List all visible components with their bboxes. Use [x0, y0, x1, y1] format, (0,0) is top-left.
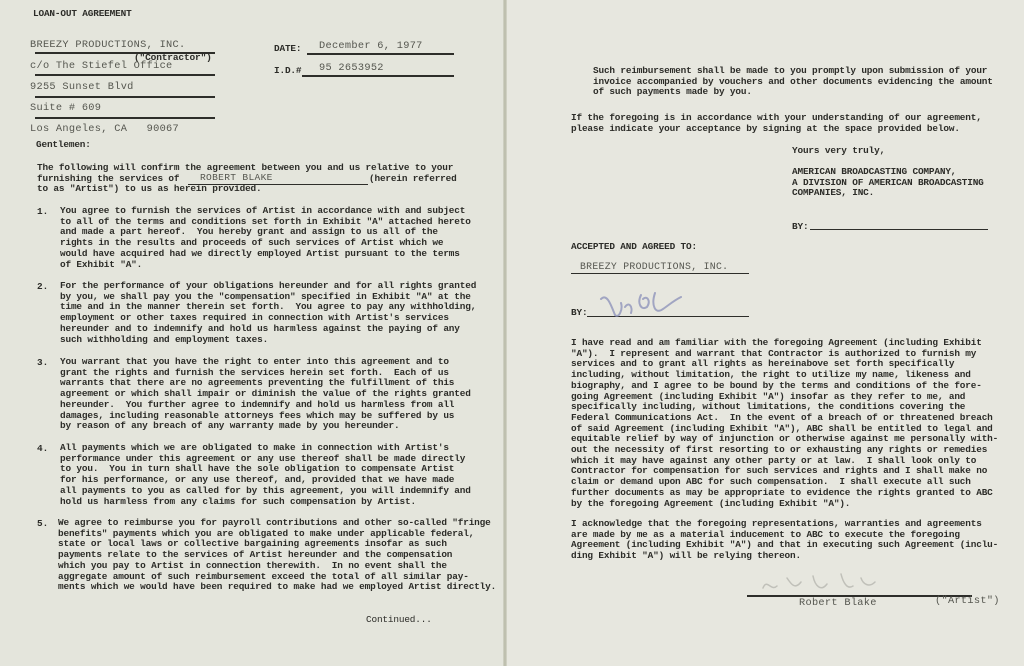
address-2-rule: [35, 96, 215, 98]
artist-statement-line: "A"). I represent and warrant that Contractor is authorized to furnish my: [571, 347, 977, 359]
contractor-address-3: Suite # 609: [30, 102, 102, 114]
reimbursement-paragraph: [593, 66, 993, 98]
intro-line-2b: (herein referred: [369, 173, 457, 184]
artist-statement-line: Federal Communications Act. In the event of a breach of or threatened breach: [571, 411, 993, 423]
artist-statement-line: equitable relief by way of injunction or otherwise against me personally with-: [571, 433, 999, 445]
artist-signature-icon: [757, 568, 887, 598]
contractor-role-label: ("Contractor"): [134, 52, 212, 63]
accepted-company-rule: [571, 273, 749, 274]
clause-5-line: which you pay to Artist in connection therewith. In no event shall the: [58, 559, 447, 571]
clause-4-line: to you. You in turn shall have the sole obligation to compensate Artist: [60, 463, 455, 475]
acceptance-paragraph: [571, 113, 982, 134]
clause-3-line: agreement or which shall impair or diminish the value of the rights granted: [60, 388, 471, 400]
id-value: 95 2653952: [319, 62, 384, 74]
clause-5-line: We agree to reimburse you for payroll contributions and other so-called "fringe: [58, 517, 491, 528]
abc-by-label: BY:: [792, 221, 809, 232]
artist-role-label: ("Artist"): [935, 595, 1000, 607]
contractor-address-2: 9255 Sunset Blvd: [30, 81, 134, 93]
contractor-city: Los Angeles, CA 90067: [30, 123, 180, 135]
clause-4-line: all payments to you as called for by this agreement, you will indemnify and: [60, 484, 471, 496]
clause-1-line: of Exhibit "A".: [60, 258, 143, 270]
clause-5: [58, 518, 496, 593]
clause-2-line: For the performance of your obligations hereunder and for all rights granted: [60, 280, 477, 291]
artist-statement-line: going Agreement (including Exhibit "A") insofar as they refer to me, and: [571, 390, 966, 402]
clause-3-line: warrants that there are no agreements preventing the fulfillment of this: [60, 377, 455, 389]
clause-1-line: would have acquired had we directly employed Artist pursuant to the terms: [60, 247, 460, 259]
clause-2-line: time and in the manner therein set forth. You agree to pay any withholding,: [60, 301, 477, 313]
clause-3-line: hereunder. You further agree to indemnify and hold us harmless from all: [60, 398, 455, 410]
clause-5-line: aggregate amount of such reimbursement exceed the total of all similar pay-: [58, 570, 469, 582]
clause-3-number: 3.: [37, 357, 49, 368]
abc-company-block: [792, 167, 984, 199]
clause-3-line: by reason of any breach of any warranty made by you hereunder.: [60, 420, 400, 432]
acknowledge-line: Agreement (including Exhibit "A") and that in executing such Agreement (inclu-: [571, 539, 999, 551]
contractor-address-1: c/o The Stiefel Office: [30, 60, 173, 72]
intro-line-1: The following will confirm the agreement between you and us relative to your: [37, 162, 454, 173]
artist-signature-name: Robert Blake: [799, 597, 877, 609]
artist-statement-line: claim or demand upon ABC for such compensation. I shall execute all such: [571, 476, 971, 488]
artist-statement-line: which it may have against any other party or at law. I shall look only to: [571, 454, 977, 466]
clause-2: [60, 281, 476, 345]
date-rule: [307, 53, 454, 55]
clause-3-line: damages, including reasonable attorneys fees which may be suffered by us: [60, 409, 455, 421]
clause-2-line: employment or other taxes required in connection with Artist's services: [60, 312, 449, 324]
clause-2-line: hereunder and to indemnify and hold us harmless against the paying of any: [60, 322, 460, 334]
clause-2-line: such withholding and employment taxes.: [60, 333, 269, 345]
acceptance-line: please indicate your acceptance by signing at the space provided below.: [571, 122, 960, 134]
clause-5-line: state or local laws or collective bargaining agreements insofar as such: [58, 538, 447, 550]
clause-5-line: benefits" payments which you are obligated to make under applicable federal,: [58, 527, 475, 539]
date-value: December 6, 1977: [319, 40, 423, 52]
clause-4-number: 4.: [37, 443, 49, 454]
clause-1-number: 1.: [37, 206, 49, 217]
artist-statement-line: specifically including, without limitations, the conditions covering the: [571, 401, 966, 413]
clause-1-line: to all of the terms and conditions set forth in Exhibit "A" attached hereto: [60, 215, 471, 227]
clause-3: [60, 357, 471, 432]
continued-label: Continued...: [366, 614, 432, 625]
clause-2-line: by you, we shall pay you the "compensation" specified in Exhibit "A" at the: [60, 290, 471, 302]
artist-statement-line: services and to grant all rights as hereinabove set forth specifically: [571, 358, 955, 370]
clause-3-line: grant the rights and furnish the services herein set forth. Each of us: [60, 366, 449, 378]
clause-5-line: ments which we would have been required to make had we employed Artist directly.: [58, 581, 497, 593]
artist-statement-line: I have read and am familiar with the foregoing Agreement (including Exhibit: [571, 337, 982, 348]
company-line: A DIVISION OF AMERICAN BROADCASTING: [792, 176, 984, 188]
acknowledge-line: I acknowledge that the foregoing representations, warranties and agreements: [571, 518, 982, 529]
address-3-rule: [35, 117, 215, 119]
clause-4-line: performance under this agreement or any use thereof shall be made directly: [60, 452, 466, 464]
document-title: LOAN-OUT AGREEMENT: [33, 8, 132, 19]
clause-4-line: hold us harmless from any claims for such compensation by Artist.: [60, 495, 416, 507]
intro-line-3: to as "Artist") to us as herein provided.: [37, 183, 262, 194]
company-line: COMPANIES, INC.: [792, 187, 875, 199]
clause-5-number: 5.: [37, 518, 49, 529]
closing: Yours very truly,: [792, 145, 886, 156]
acknowledge-paragraph: [571, 519, 998, 562]
artist-name: ROBERT BLAKE: [200, 172, 273, 183]
clause-2-number: 2.: [37, 281, 49, 292]
artist-statement-line: further documents as may be appropriate to evidence the rights granted to ABC: [571, 486, 993, 498]
reimbursement-line: Such reimbursement shall be made to you promptly upon submission of your: [593, 65, 988, 76]
reimbursement-line: of such payments made by you.: [593, 86, 752, 98]
artist-statement-line: biography, and I agree to be bound by the terms and conditions of the fore-: [571, 379, 982, 391]
clause-1: [60, 206, 471, 270]
artist-statement-line: of said Agreement (including Exhibit "A"), ABC shall be entitled to legal and: [571, 422, 993, 434]
acknowledge-line: ding Exhibit "A") will be relying thereon.: [571, 550, 801, 562]
address-1-rule: [35, 74, 215, 76]
artist-statement-line: by the foregoing Agreement (including Exhibit "A").: [571, 497, 851, 509]
left-page: [0, 0, 505, 666]
id-label: I.D.#: [274, 65, 302, 76]
clause-4-line: All payments which we are obligated to make in connection with Artist's: [60, 442, 449, 453]
clause-1-line: rights in the results and proceeds of such services of Artist which we: [60, 237, 444, 249]
accepted-label: ACCEPTED AND AGREED TO:: [571, 241, 697, 252]
clause-5-line: payments relate to the services of Artist hereunder and the compensation: [58, 549, 453, 561]
clause-4-line: for his performance, or any use thereof, and, provided that we have made: [60, 474, 455, 486]
clause-1-line: and made a part hereof. You hereby grant and assign to us all of the: [60, 226, 438, 238]
id-rule: [302, 75, 454, 77]
accepted-company: BREEZY PRODUCTIONS, INC.: [580, 261, 729, 272]
artist-statement-paragraph: [571, 338, 998, 509]
clause-1-line: You agree to furnish the services of Artist in accordance with and subject: [60, 205, 466, 216]
date-label: DATE:: [274, 43, 302, 54]
abc-signature-line[interactable]: [810, 229, 988, 230]
acceptance-line: If the foregoing is in accordance with your understanding of our agreement,: [571, 112, 982, 123]
contractor-signature-icon: [597, 285, 707, 325]
company-line: AMERICAN BROADCASTING COMPANY,: [792, 166, 957, 177]
contractor-by-label: BY:: [571, 307, 588, 318]
right-page: [507, 0, 1024, 666]
clause-3-line: You warrant that you have the right to enter into this agreement and to: [60, 356, 449, 367]
artist-statement-line: out the necessity of first resorting to or exhausting any rights or remedies: [571, 444, 988, 456]
salutation: Gentlemen:: [36, 139, 91, 150]
intro-line-2a: furnishing the services of: [37, 173, 180, 184]
clause-4: [60, 443, 471, 507]
artist-statement-line: Contractor for compensation for such services and rights and I shall make no: [571, 465, 988, 477]
contractor-name: BREEZY PRODUCTIONS, INC.: [30, 39, 186, 51]
acknowledge-line: are made by me as a material inducement to ABC to execute the foregoing: [571, 528, 960, 540]
reimbursement-line: invoice accompanied by vouchers and other documents evidencing the amount: [593, 75, 993, 87]
artist-statement-line: including, without limitation, the right to utilize my name, likeness and: [571, 369, 971, 381]
